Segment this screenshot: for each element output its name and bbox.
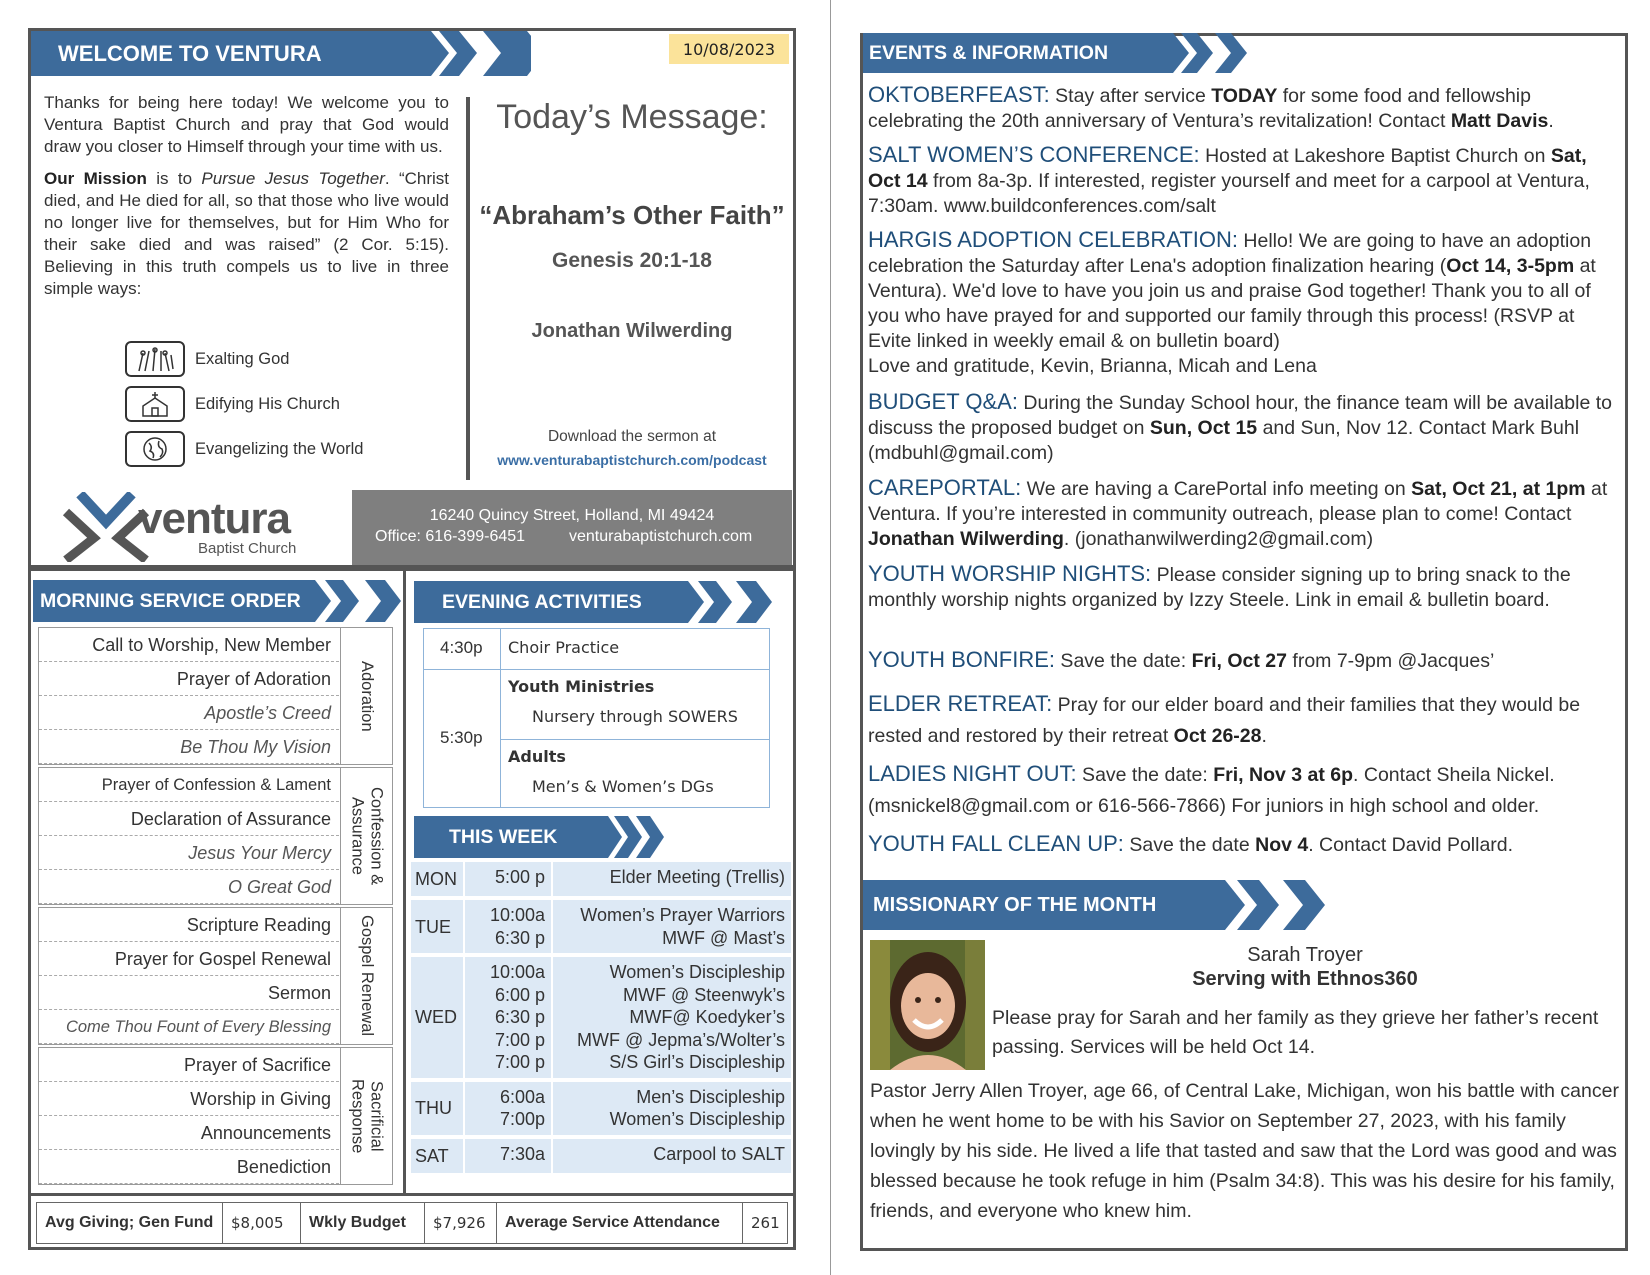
events-title: EVENTS & INFORMATION bbox=[869, 41, 1109, 64]
event-emphasis: Matt Davis bbox=[1450, 110, 1549, 132]
service-title: MORNING SERVICE ORDER bbox=[40, 589, 301, 612]
church-address: 16240 Quincy Street, Holland, MI 49424 bbox=[429, 507, 715, 524]
service-item: Apostle’s Creed bbox=[39, 696, 339, 730]
service-item: Prayer of Confession & Lament bbox=[39, 768, 339, 802]
event-text: Hello! We are going to have an adoption celebration the Saturday after Lena's adoption finalization hearing ( bbox=[868, 230, 1592, 277]
evening-time: 5:30p bbox=[440, 728, 483, 747]
service-section bbox=[38, 1047, 393, 1185]
week-time: 7:00 p bbox=[494, 1052, 545, 1072]
missionary-header bbox=[863, 880, 1333, 930]
logo-wordmark: ventura bbox=[138, 494, 290, 543]
week-col-divider bbox=[463, 862, 465, 896]
logo-subtitle: Baptist Church bbox=[198, 540, 297, 557]
event-text: . bbox=[1548, 110, 1554, 132]
section-label-text: Adoration bbox=[358, 660, 376, 732]
event-emphasis: Fri, Nov 3 at 6p bbox=[1213, 764, 1354, 786]
mission-body: . “Christ died, and He died for all, so that those who live would no longer live for themselves, but for Him Who for their sake died and was raised” (2 Cor. 5:15). Believing in this truth compels us to live in three simple ways: bbox=[44, 169, 450, 298]
event-text: . Contact Sheila Nickel. (msnickel8@gmail.com or 616-566-7866) For juniors in high school and older. bbox=[868, 764, 1555, 817]
mission-statement bbox=[44, 168, 449, 300]
welcome-divider bbox=[466, 97, 470, 480]
service-item: Benediction bbox=[39, 1150, 339, 1184]
week-col-divider bbox=[463, 900, 465, 953]
service-item: Prayer for Gospel Renewal bbox=[39, 942, 339, 976]
service-section-label bbox=[340, 1048, 392, 1184]
evening-activity: Adults bbox=[508, 747, 566, 766]
week-row bbox=[411, 1082, 791, 1137]
missionary-obituary: Pastor Jerry Allen Troyer, age 66, of Central Lake, Michigan, won his battle with cancer when he went home to be with his Savior on September 27, 2023, with his family lovingly by his side. He lived a life that tasted and saw that the Lord was good and was blessed because he took refuge in him (Psalm 34:8). This was his desire for his family, friends, and everyone who knew him. bbox=[870, 1080, 1619, 1222]
service-item: Call to Worship, New Member bbox=[39, 628, 339, 662]
section-label-text: Sacrificial Response bbox=[348, 1078, 386, 1154]
contact-box bbox=[352, 490, 792, 565]
week-day: WED bbox=[415, 1007, 457, 1028]
week-event: Women’s Discipleship bbox=[609, 962, 785, 982]
event-emphasis: Sat, Oct 14 bbox=[868, 145, 1587, 192]
week-times bbox=[467, 904, 545, 949]
week-col-divider bbox=[463, 1139, 465, 1173]
event-salt-conference bbox=[868, 142, 1620, 219]
stat-label: Avg Giving; Gen Fund bbox=[37, 1203, 223, 1243]
service-item: O Great God bbox=[39, 870, 339, 904]
way-evangelizing bbox=[125, 431, 363, 467]
event-title: OKTOBERFEAST: bbox=[868, 82, 1050, 107]
service-header bbox=[33, 580, 403, 622]
week-col-divider bbox=[463, 1082, 465, 1135]
event-title: YOUTH WORSHIP NIGHTS: bbox=[868, 561, 1152, 586]
evening-activity-detail: Nursery through SOWERS bbox=[532, 707, 738, 726]
week-events bbox=[610, 866, 785, 889]
week-event: MWF @ Mast’s bbox=[662, 927, 785, 948]
week-time: 6:30 p bbox=[494, 1007, 545, 1027]
event-title: YOUTH FALL CLEAN UP: bbox=[868, 831, 1124, 856]
week-events bbox=[580, 904, 785, 949]
week-times bbox=[467, 1086, 545, 1131]
missionary-prayer-request: Please pray for Sarah and her family as they grieve her father’s recent passing. Services will be held Oct 14. bbox=[992, 1007, 1599, 1058]
week-time: 10:00a bbox=[489, 905, 545, 925]
week-event: Elder Meeting (Trellis) bbox=[609, 867, 785, 887]
event-text: and Sun, Nov 12. Contact Mark Buhl (mdbuhl@gmail.com) bbox=[868, 417, 1580, 464]
event-text: . Contact David Pollard. bbox=[1308, 834, 1514, 856]
week-col-divider bbox=[551, 1082, 553, 1135]
service-section bbox=[38, 627, 393, 765]
stats-bar bbox=[36, 1202, 788, 1244]
way-edifying bbox=[125, 386, 340, 422]
service-item: Prayer of Adoration bbox=[39, 662, 339, 696]
week-event: MWF @ Steenwyk’s bbox=[623, 984, 785, 1005]
week-row bbox=[411, 900, 791, 955]
stat-value: $8,005 bbox=[223, 1203, 301, 1243]
week-row bbox=[411, 862, 791, 898]
event-title: BUDGET Q&A: bbox=[868, 389, 1018, 414]
section-label-text: Confession & Assurance bbox=[348, 786, 386, 886]
week-col-divider bbox=[551, 900, 553, 953]
event-careportal bbox=[868, 475, 1620, 552]
evening-row-divider bbox=[500, 739, 769, 740]
week-row bbox=[411, 957, 791, 1080]
evening-title: EVENING ACTIVITIES bbox=[442, 590, 642, 613]
events-header bbox=[863, 33, 1263, 73]
download-text: Download the sermon at bbox=[547, 428, 716, 445]
week-col-divider bbox=[551, 1139, 553, 1173]
event-text: During the Sunday School hour, the finance team will be available to discuss the proposed budget on bbox=[868, 392, 1613, 439]
week-day: MON bbox=[415, 869, 457, 889]
week-event: MWF @ Jepma’s/Wolter’s bbox=[577, 1029, 785, 1050]
week-event: Carpool to SALT bbox=[653, 1143, 785, 1164]
week-col-divider bbox=[551, 862, 553, 896]
week-event: S/S Girl’s Discipleship bbox=[609, 1052, 785, 1072]
event-text: at Ventura. If you’re interested in community outreach, please plan to come! Contact bbox=[868, 478, 1608, 525]
ventura-x-logo-icon bbox=[60, 492, 150, 562]
event-title: SALT WOMEN’S CONFERENCE: bbox=[868, 142, 1200, 167]
event-text: . bbox=[1261, 725, 1267, 747]
service-item: Announcements bbox=[39, 1116, 339, 1150]
week-time: 10:00a bbox=[489, 962, 545, 982]
evening-col-divider bbox=[500, 629, 501, 807]
service-item: Declaration of Assurance bbox=[39, 802, 339, 836]
mission-is: is to bbox=[146, 169, 202, 188]
service-item: Scripture Reading bbox=[39, 908, 339, 942]
podcast-link[interactable]: www.venturabaptistchurch.com/podcast bbox=[497, 452, 767, 468]
week-events bbox=[577, 961, 785, 1074]
event-emphasis: Sat, Oct 21, at 1pm bbox=[1411, 478, 1586, 500]
mission-emphasis: Pursue Jesus Together bbox=[201, 169, 385, 188]
event-text: for some food and fellowship celebrating the 20th anniversary of Ventura’s revitalization! Contact bbox=[868, 85, 1531, 132]
globe-icon bbox=[125, 431, 185, 467]
event-text: We are having a CarePortal info meeting on bbox=[1021, 478, 1412, 500]
event-title: CAREPORTAL: bbox=[868, 475, 1022, 500]
event-title: HARGIS ADOPTION CELEBRATION: bbox=[868, 227, 1238, 252]
way-label: Edifying His Church bbox=[195, 394, 340, 413]
evening-activity: Choir Practice bbox=[508, 638, 620, 657]
stats-divider bbox=[31, 1193, 793, 1196]
evening-table bbox=[423, 628, 770, 808]
evening-time: 4:30p bbox=[440, 638, 483, 657]
week-times bbox=[467, 866, 545, 889]
church-office-phone: Office: 616-399-6451 bbox=[375, 528, 526, 545]
service-item: Be Thou My Vision bbox=[39, 730, 339, 764]
week-time: 7:30a bbox=[499, 1143, 545, 1164]
mission-label: Our Mission bbox=[44, 169, 147, 188]
service-section bbox=[38, 767, 393, 905]
event-oktoberfest bbox=[868, 82, 1620, 134]
way-label: Evangelizing the World bbox=[195, 439, 364, 458]
event-text: from 7-9pm @Jacques’ bbox=[1287, 650, 1495, 672]
event-emphasis: Oct 14, 3-5pm bbox=[1446, 255, 1575, 277]
event-title: ELDER RETREAT: bbox=[868, 691, 1053, 716]
portrait-icon bbox=[870, 940, 985, 1070]
week-day: TUE bbox=[415, 916, 451, 937]
week-times bbox=[467, 1143, 545, 1166]
week-event: Women’s Prayer Warriors bbox=[580, 905, 785, 925]
evening-activity: Youth Ministries bbox=[508, 677, 655, 696]
service-item: Worship in Giving bbox=[39, 1082, 339, 1116]
welcome-intro: Thanks for being here today! We welcome you to Ventura Baptist Church and pray that God would draw you closer to Himself through your time with us. bbox=[44, 93, 449, 156]
section-label-text: Gospel Renewal bbox=[358, 915, 376, 1037]
service-section-label bbox=[340, 628, 392, 764]
service-item: Come Thou Fount of Every Blessing bbox=[39, 1010, 339, 1044]
week-times bbox=[467, 961, 545, 1074]
event-emphasis: Nov 4 bbox=[1255, 834, 1309, 856]
stat-label: Wkly Budget bbox=[301, 1203, 425, 1243]
week-col-divider bbox=[551, 957, 553, 1078]
message-scripture: Genesis 20:1-18 bbox=[552, 249, 712, 272]
event-text: Save the date: bbox=[1055, 650, 1192, 672]
event-text: Save the date bbox=[1123, 834, 1256, 856]
missionary-organization: Serving with Ethnos360 bbox=[1192, 968, 1418, 990]
week-event: Women’s Discipleship bbox=[609, 1109, 785, 1129]
message-title: “Abraham’s Other Faith” bbox=[479, 200, 785, 230]
service-section-label bbox=[340, 768, 392, 904]
event-youth-worship bbox=[868, 561, 1620, 613]
evening-row-divider bbox=[424, 669, 769, 670]
event-text: Love and gratitude, Kevin, Brianna, Micah and Lena bbox=[868, 355, 1317, 377]
event-emphasis: Fri, Oct 27 bbox=[1191, 650, 1287, 672]
week-time: 6:30 p bbox=[494, 927, 545, 948]
stat-value: 261 bbox=[751, 1214, 780, 1232]
message-speaker: Jonathan Wilwerding bbox=[531, 320, 733, 342]
stat-label: Average Service Attendance bbox=[497, 1203, 743, 1243]
week-title: THIS WEEK bbox=[449, 825, 558, 848]
week-time: 6:00 p bbox=[494, 984, 545, 1005]
welcome-header bbox=[31, 31, 531, 76]
church-icon bbox=[125, 386, 185, 422]
event-hargis-adoption bbox=[868, 227, 1620, 379]
event-text: from 8a-3p. If interested, register yourself and meet for a carpool at Ventura, 7:30am. www.buildconferences.com/salt bbox=[868, 170, 1590, 217]
church-website[interactable]: venturabaptistchurch.com bbox=[569, 528, 753, 545]
event-text: . (jonathanwilwerding2@gmail.com) bbox=[1063, 528, 1374, 550]
event-emphasis: TODAY bbox=[1211, 85, 1278, 107]
week-header bbox=[414, 816, 664, 858]
service-section-label bbox=[340, 908, 392, 1044]
event-elder-retreat bbox=[868, 688, 1620, 752]
missionary-title: MISSIONARY OF THE MONTH bbox=[873, 893, 1157, 916]
service-item: Sermon bbox=[39, 976, 339, 1010]
event-emphasis: Oct 26-28 bbox=[1173, 725, 1262, 747]
way-exalting bbox=[125, 341, 289, 377]
service-item: Jesus Your Mercy bbox=[39, 836, 339, 870]
event-ladies-night bbox=[868, 758, 1620, 822]
message-heading: Today’s Message: bbox=[496, 98, 768, 136]
date-badge: 10/08/2023 bbox=[669, 34, 789, 64]
page-divider bbox=[830, 0, 831, 1275]
service-section bbox=[38, 907, 393, 1045]
week-time: 5:00 p bbox=[494, 867, 545, 887]
week-day: THU bbox=[415, 1098, 452, 1118]
event-text: Save the date: bbox=[1076, 764, 1214, 786]
stat-value: $7,926 bbox=[425, 1203, 497, 1243]
week-time: 7:00 p bbox=[494, 1029, 545, 1050]
week-events bbox=[653, 1143, 785, 1166]
week-events bbox=[610, 1086, 785, 1131]
event-text: Stay after service bbox=[1049, 85, 1212, 107]
event-title: LADIES NIGHT OUT: bbox=[868, 761, 1077, 786]
week-event: MWF@ Koedyker’s bbox=[629, 1007, 785, 1027]
event-text: Please consider signing up to bring snack to the monthly worship nights organized by Izzy Steele. Link in email & bulletin board. bbox=[868, 564, 1571, 611]
week-day: SAT bbox=[415, 1145, 449, 1166]
event-title: YOUTH BONFIRE: bbox=[868, 647, 1056, 672]
evening-activity-detail: Men’s & Women’s DGs bbox=[532, 777, 714, 796]
week-row bbox=[411, 1139, 791, 1175]
event-youth-bonfire bbox=[868, 647, 1620, 674]
welcome-text bbox=[44, 92, 449, 300]
welcome-title: WELCOME TO VENTURA bbox=[58, 40, 322, 66]
ventura-logo bbox=[60, 492, 330, 562]
evening-header bbox=[414, 581, 774, 623]
week-event: Men’s Discipleship bbox=[636, 1086, 785, 1107]
hands-raised-icon bbox=[125, 341, 185, 377]
event-text: Hosted at Lakeshore Baptist Church on bbox=[1199, 145, 1551, 167]
event-text: Pray for our elder board and their families that they would be rested and restored by their retreat bbox=[868, 694, 1581, 747]
week-col-divider bbox=[463, 957, 465, 1078]
event-text: at Ventura). We'd love to have you join us and praise God together! Thank you to all of you who have prayed for and supported our family through this process! (RSVP at Evite linked in weekly email & on bulletin board) bbox=[868, 255, 1596, 352]
week-time: 7:00p bbox=[499, 1109, 545, 1129]
service-item: Prayer of Sacrifice bbox=[39, 1048, 339, 1082]
way-label: Exalting God bbox=[195, 349, 290, 368]
week-time: 6:00a bbox=[499, 1086, 545, 1107]
panel-inner-divider bbox=[403, 571, 406, 1195]
event-budget-qa bbox=[868, 389, 1620, 466]
event-fall-cleanup bbox=[868, 831, 1620, 858]
missionary-photo bbox=[870, 940, 985, 1070]
event-emphasis: Jonathan Wilwerding bbox=[868, 528, 1064, 550]
missionary-name: Sarah Troyer bbox=[1247, 944, 1363, 966]
event-emphasis: Sun, Oct 15 bbox=[1149, 417, 1258, 439]
